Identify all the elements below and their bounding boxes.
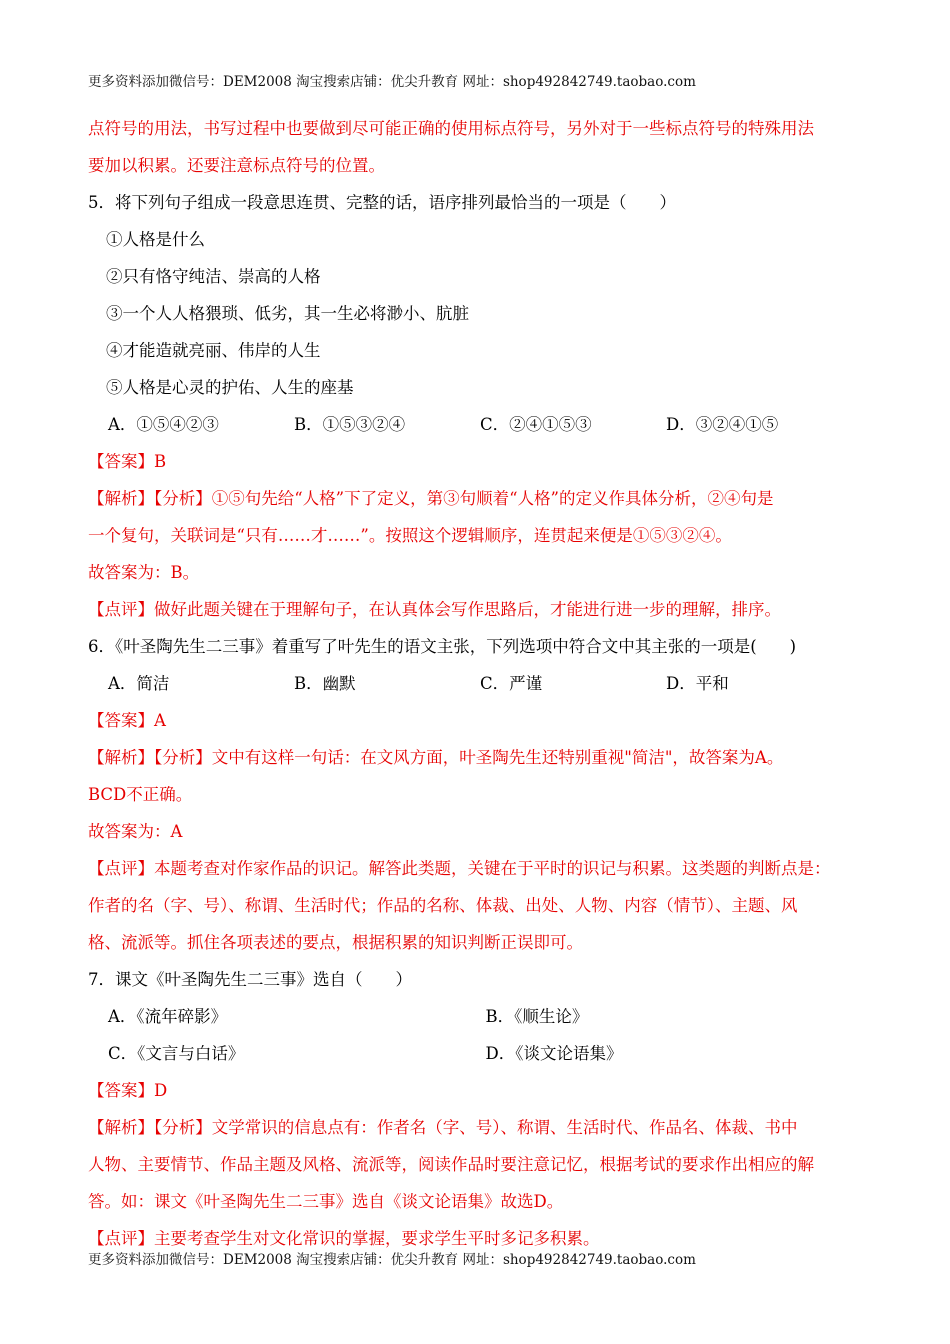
q5-analysis-2: 一个复句，关联词是“只有……才……”。按照这个逻辑顺序，连贯起来便是①⑤③②④。 <box>88 526 732 545</box>
q7-options-row-1 <box>88 998 863 1035</box>
q7-analysis-3: 答。如：课文《叶圣陶先生二三事》选自《谈文论语集》故选D。 <box>88 1192 564 1211</box>
q6-comment-2: 作者的名（字、号）、称谓、生活时代；作品的名称、体裁、出处、人物、内容（情节）、主题、风 <box>88 896 798 915</box>
q6-stem: 6．《叶圣陶先生二三事》着重写了叶先生的语文主张，下列选项中符合文中其主张的一项是( ) <box>88 637 797 656</box>
page-footer: 更多资料添加微信号：DEM2008 淘宝搜索店铺：优尖升教育 网址：shop492842749.taobao.com <box>88 1252 696 1268</box>
q6-conclusion: 故答案为：A <box>88 822 183 841</box>
intro-line-2: 要加以积累。还要注意标点符号的位置。 <box>88 156 385 175</box>
q6-analysis-2: BCD不正确。 <box>88 785 193 804</box>
q7-option-d: D．《谈文论语集》 <box>485 1044 623 1063</box>
q5-stem: 5．将下列句子组成一段意思连贯、完整的话，语序排列最恰当的一项是（ ） <box>88 193 676 212</box>
q5-sentence-3: ③一个人人格猥琐、低劣，其一生必将渺小、肮脏 <box>106 304 469 323</box>
document-body <box>88 110 863 1257</box>
q7-option-a: A．《流年碎影》 <box>108 1007 228 1026</box>
q5-sentence-1: ①人格是什么 <box>106 230 205 249</box>
q6-analysis-1: 【解析】【分析】文中有这样一句话：在文风方面，叶圣陶先生还特别重视"简洁"，故答案为A。 <box>88 748 784 767</box>
q5-options <box>88 406 863 443</box>
q7-options-row-2 <box>88 1035 863 1072</box>
q6-option-c: C．严谨 <box>480 674 543 693</box>
q6-option-d: D．平和 <box>666 674 729 693</box>
q5-sentence-4: ④才能造就亮丽、伟岸的人生 <box>106 341 321 360</box>
q7-option-c: C．《文言与白话》 <box>108 1044 245 1063</box>
q7-comment: 【点评】主要考查学生对文化常识的掌握，要求学生平时多记多积累。 <box>88 1229 600 1248</box>
q5-option-c: C．②④①⑤③ <box>480 415 592 434</box>
q5-sentence-5: ⑤人格是心灵的护佑、人生的座基 <box>106 378 354 397</box>
q6-comment-1: 【点评】本题考查对作家作品的识记。解答此类题，关键在于平时的识记与积累。这类题的判断点是： <box>88 859 831 878</box>
q6-option-a: A．简洁 <box>108 674 170 693</box>
q7-analysis-1: 【解析】【分析】文学常识的信息点有：作者名（字、号）、称谓、生活时代、作品名、体裁、书中 <box>88 1118 798 1137</box>
q5-analysis-1: 【解析】【分析】①⑤句先给“人格”下了定义，第③句顺着“人格”的定义作具体分析，②④句是 <box>88 489 774 508</box>
q5-conclusion: 故答案为：B。 <box>88 563 200 582</box>
q6-comment-3: 格、流派等。抓住各项表述的要点，根据积累的知识判断正误即可。 <box>88 933 583 952</box>
q5-sentence-2: ②只有恪守纯洁、崇高的人格 <box>106 267 321 286</box>
q7-answer: 【答案】D <box>88 1081 168 1100</box>
intro-line-1: 点符号的用法，书写过程中也要做到尽可能正确的使用标点符号，另外对于一些标点符号的特殊用法 <box>88 119 814 138</box>
page-header: 更多资料添加微信号：DEM2008 淘宝搜索店铺：优尖升教育 网址：shop492842749.taobao.com <box>88 74 696 90</box>
q5-option-a: A．①⑤④②③ <box>108 415 219 434</box>
q7-option-b: B．《顺生论》 <box>485 1007 589 1026</box>
q5-comment: 【点评】做好此题关键在于理解句子，在认真体会写作思路后，才能进行进一步的理解，排序。 <box>88 600 781 619</box>
q7-stem: 7．课文《叶圣陶先生二三事》选自（ ） <box>88 970 412 989</box>
q5-option-d: D．③②④①⑤ <box>666 415 779 434</box>
q6-answer: 【答案】A <box>88 711 166 730</box>
q5-option-b: B．①⑤③②④ <box>294 415 406 434</box>
q5-answer: 【答案】B <box>88 452 167 471</box>
q7-analysis-2: 人物、主要情节、作品主题及风格、流派等，阅读作品时要注意记忆，根据考试的要求作出相应的解 <box>88 1155 814 1174</box>
q6-options <box>88 665 863 702</box>
q6-option-b: B．幽默 <box>294 674 356 693</box>
